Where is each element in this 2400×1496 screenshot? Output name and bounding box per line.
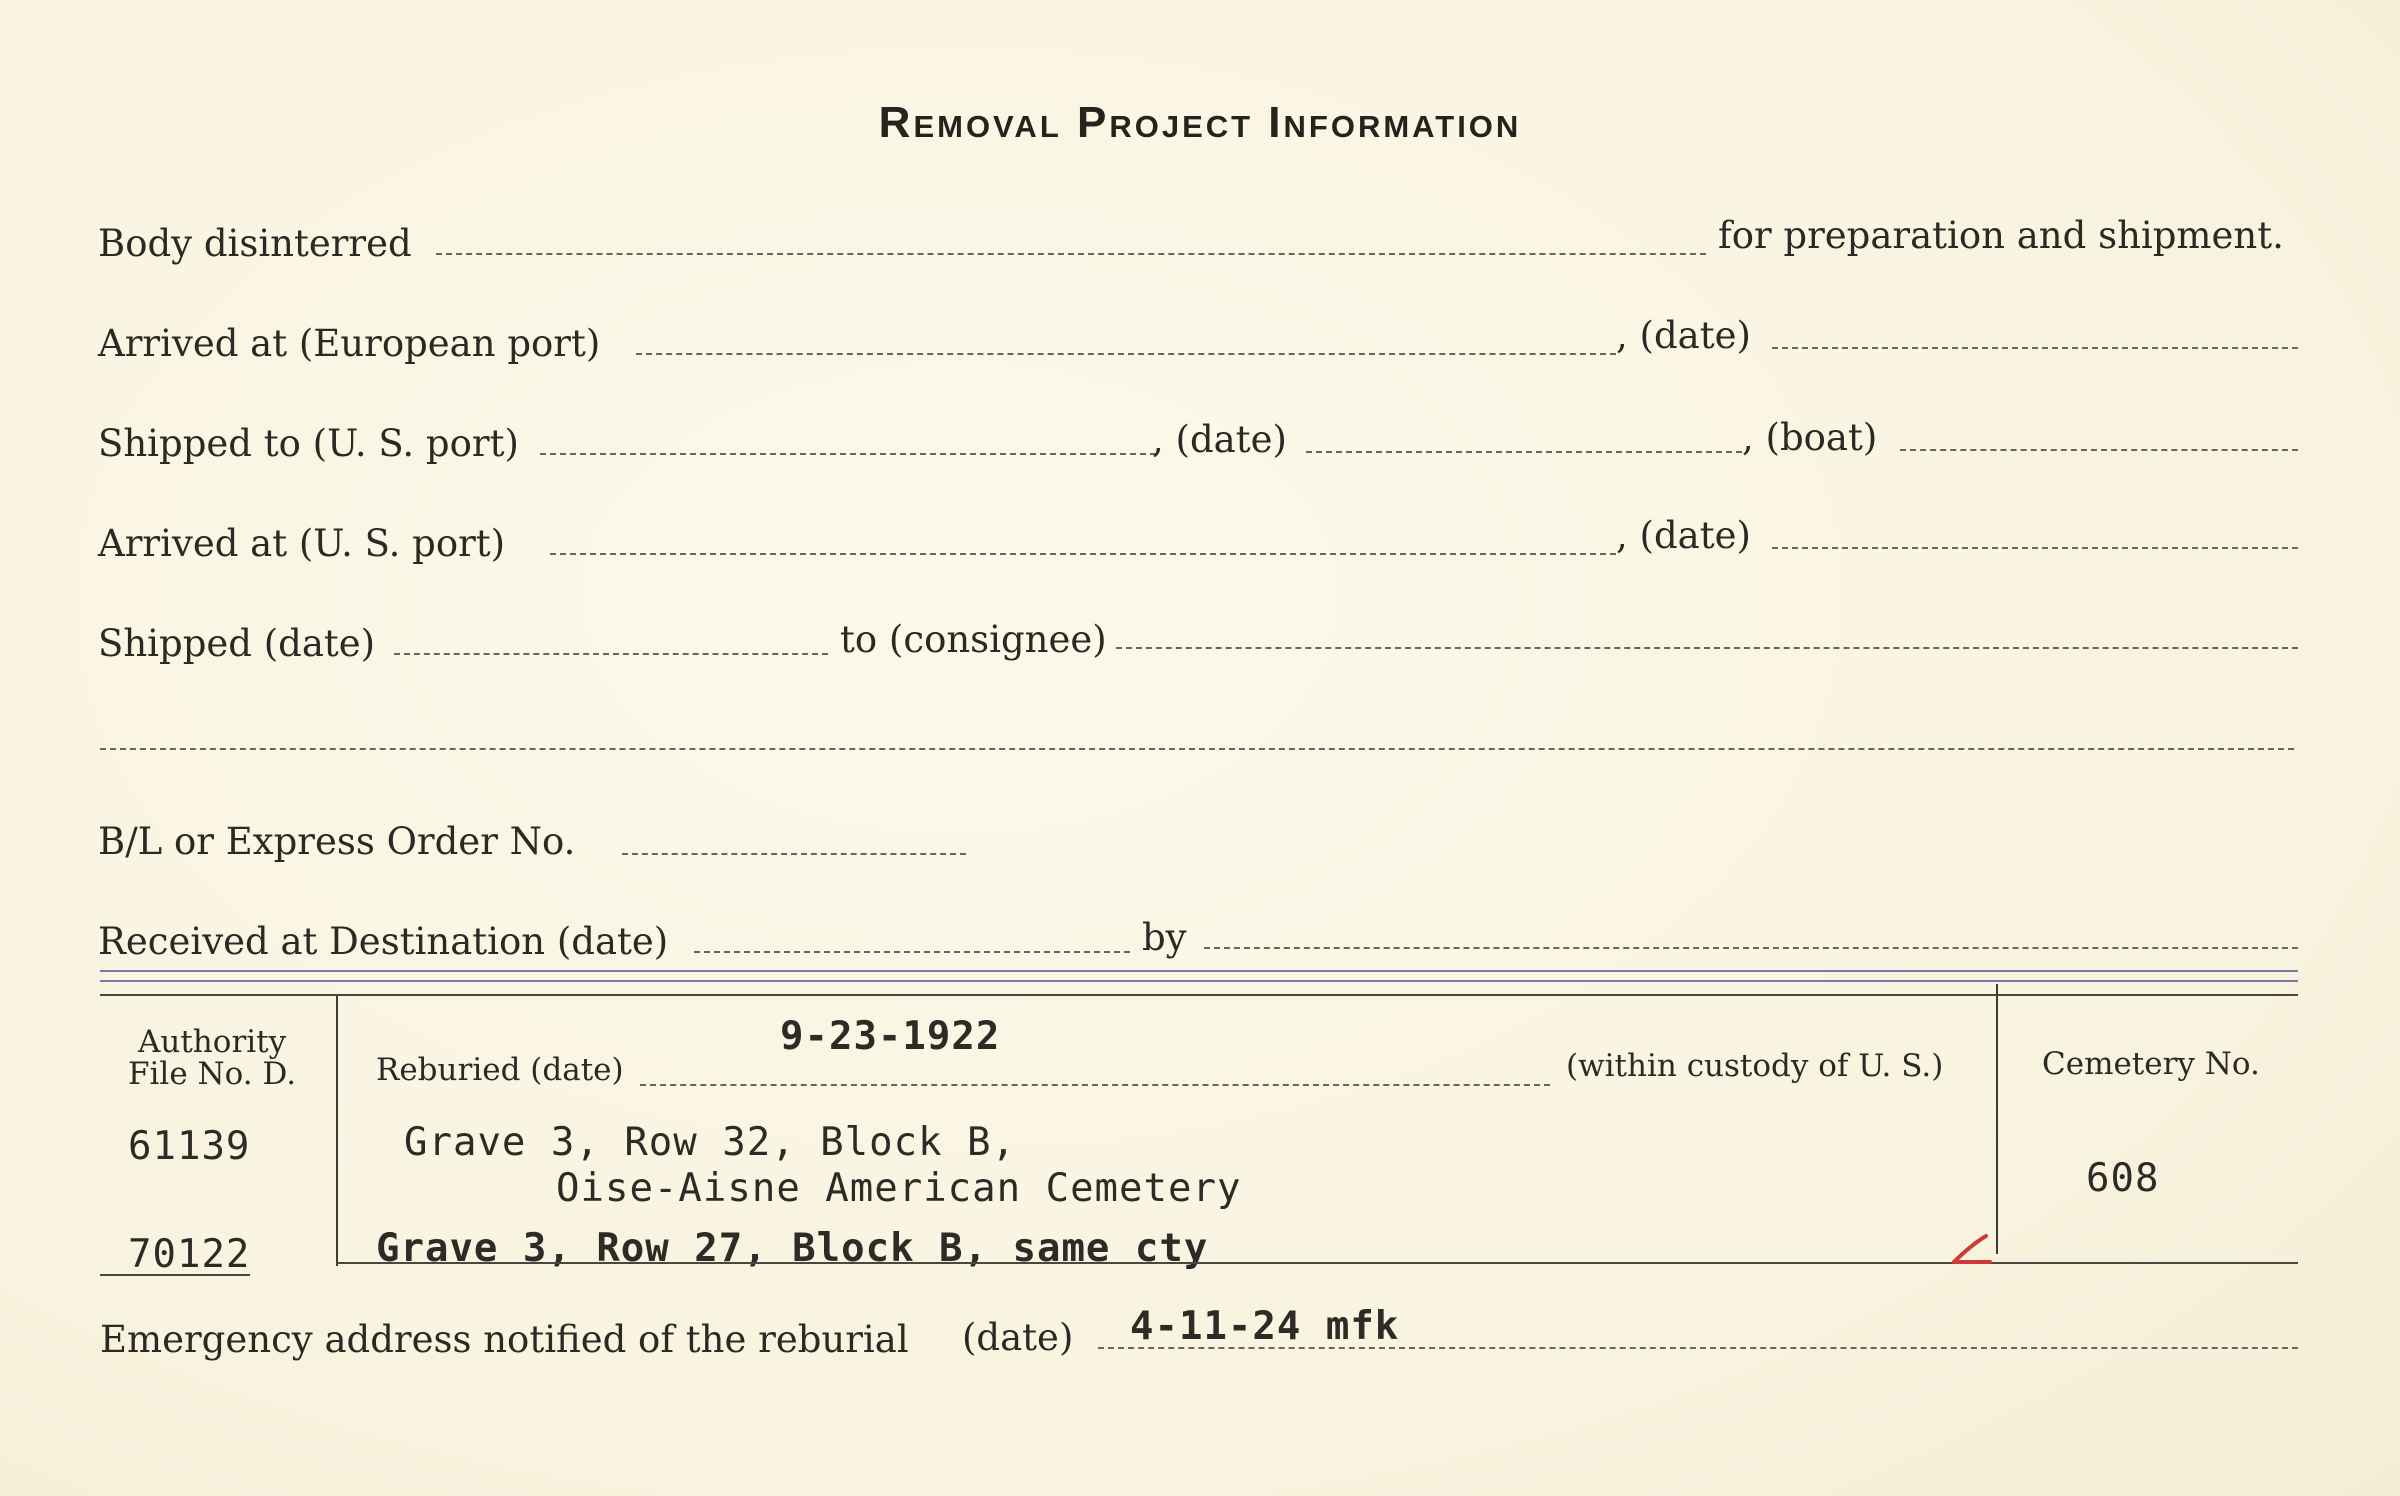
- body-disinterred-label: Body disinterred: [98, 222, 412, 265]
- preparation-shipment-label: for preparation and shipment.: [1718, 214, 2284, 257]
- red-check-mark-icon: [1950, 1232, 1994, 1266]
- arrived-european-date-line: [1772, 347, 2298, 349]
- shipped-to-date-label: , (date): [1152, 418, 1287, 461]
- cemetery-number-value: 608: [2086, 1156, 2160, 1201]
- body-disinterred-line: [436, 253, 1706, 255]
- consignee-line: [1116, 647, 2298, 649]
- table-divider-right: [1996, 984, 1998, 1254]
- shipped-to-us-port-label: Shipped to (U. S. port): [98, 422, 519, 465]
- received-by-line: [1204, 947, 2298, 949]
- arrived-european-date-label: , (date): [1616, 314, 1751, 357]
- arrived-european-port-label: Arrived at (European port): [98, 322, 601, 365]
- authority-label: Authority: [138, 1024, 287, 1060]
- consignee-continuation-line: [100, 748, 2294, 750]
- file-number-1: 61139: [128, 1124, 251, 1169]
- file-no-label: File No. D.: [128, 1056, 297, 1092]
- table-top-rule: [100, 970, 2298, 972]
- shipped-to-us-port-line: [540, 453, 1156, 455]
- received-by-label: by: [1142, 916, 1187, 959]
- boat-label: , (boat): [1742, 416, 1878, 459]
- grave-location-1: Grave 3, Row 32, Block B,: [404, 1120, 1016, 1165]
- reburied-date-label: Reburied (date): [376, 1052, 624, 1088]
- table-bottom-rule: [336, 1262, 2298, 1264]
- shipped-to-date-line: [1306, 451, 1742, 453]
- bl-express-order-line: [622, 853, 966, 855]
- file-number-2-underline: [100, 1274, 250, 1276]
- reburied-date-line: [640, 1084, 1550, 1086]
- grave-location-2: Grave 3, Row 27, Block B, same cty: [376, 1226, 1209, 1271]
- form-title: Removal Project Information: [878, 98, 1522, 147]
- arrived-us-date-line: [1772, 547, 2298, 549]
- to-consignee-label: to (consignee): [840, 618, 1107, 661]
- emergency-date-value: 4-11-24 mfk: [1130, 1304, 1400, 1349]
- table-top-rule-2: [100, 980, 2298, 982]
- received-destination-line: [694, 951, 1130, 953]
- file-number-2: 70122: [128, 1232, 251, 1277]
- cemetery-name: Oise-Aisne American Cemetery: [556, 1166, 1242, 1211]
- arrived-us-date-label: , (date): [1616, 514, 1751, 557]
- bl-express-order-label: B/L or Express Order No.: [98, 820, 576, 863]
- cemetery-no-label: Cemetery No.: [2042, 1046, 2260, 1082]
- shipped-date-line: [394, 653, 828, 655]
- within-custody-label: (within custody of U. S.): [1566, 1048, 1944, 1084]
- arrived-european-port-line: [636, 353, 1616, 355]
- arrived-us-port-label: Arrived at (U. S. port): [98, 522, 506, 565]
- reburied-date-value: 9-23-1922: [780, 1014, 1001, 1059]
- boat-line: [1900, 449, 2298, 451]
- table-divider-left: [336, 996, 338, 1266]
- shipped-date-label: Shipped (date): [98, 622, 376, 665]
- emergency-date-label: (date): [962, 1316, 1074, 1359]
- received-destination-label: Received at Destination (date): [98, 920, 669, 963]
- emergency-address-label: Emergency address notified of the reburial: [100, 1318, 909, 1361]
- arrived-us-port-line: [550, 553, 1616, 555]
- table-header-rule: [100, 994, 2298, 996]
